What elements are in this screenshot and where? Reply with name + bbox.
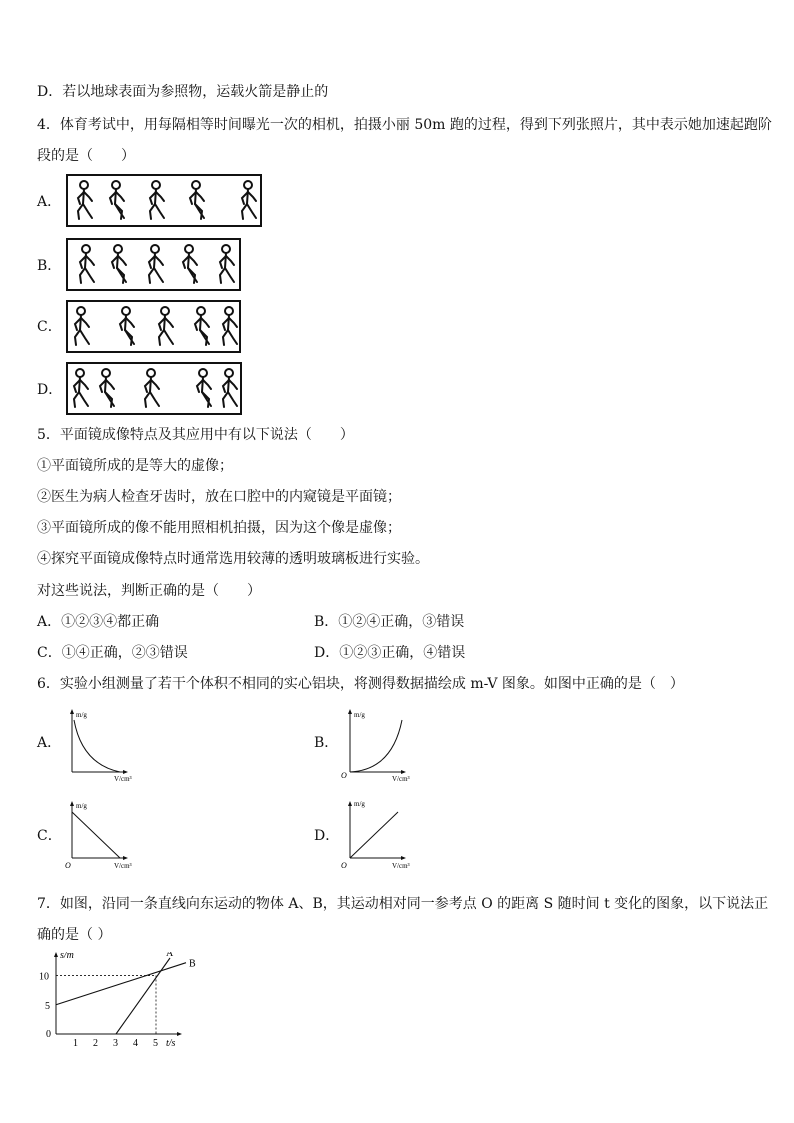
runner-figure [159, 307, 173, 345]
q4-photo-a [66, 174, 262, 227]
q5-option-b: B．①②④正确，③错误 [314, 614, 465, 630]
origin-label: O [341, 861, 347, 870]
runner-figure [220, 245, 234, 283]
runner-figure [190, 181, 204, 219]
m-axis-label: m/g [354, 800, 365, 808]
runner-figure [110, 181, 124, 219]
q6-option-b-label: B． [314, 735, 339, 751]
series-b-line [56, 963, 186, 1005]
y-tick-label: 10 [39, 971, 49, 983]
series-a-label: A [166, 952, 174, 959]
runner-figure [78, 181, 92, 219]
q6-graph-a [62, 706, 152, 786]
runner-figure [100, 369, 114, 407]
x-axis-arrow [177, 1032, 182, 1036]
x-tick-label: 4 [133, 1038, 138, 1049]
runner-figure [242, 181, 256, 219]
q4-option-d-label: D． [37, 382, 63, 398]
x-tick-label: 3 [113, 1038, 118, 1049]
q5-statement-1: ①平面镜所成的是等大的虚像； [37, 458, 233, 474]
x-axis-label: t/s [166, 1038, 176, 1049]
q7-stem-line2: 确的是（ ） [37, 927, 112, 943]
runner-figure [223, 307, 237, 345]
q6-stem: 6．实验小组测量了若干个体积不相同的实心铝块，将测得数据描绘成 m-V 图象。如图中正确的是（ ） [37, 676, 684, 692]
y-axis-arrow [54, 952, 58, 957]
q5-statement-3: ③平面镜所成的像不能用照相机拍摄，因为这个像是虚像； [37, 520, 401, 536]
q7-st-chart [36, 952, 196, 1056]
m-axis-label: m/g [76, 802, 87, 810]
origin-label: 0 [46, 1029, 51, 1040]
runner-figures [68, 240, 239, 289]
y-tick-label: 5 [45, 1000, 50, 1012]
q4-photo-b [66, 238, 241, 291]
runner-figure [112, 245, 126, 283]
v-axis-label: V/cm³ [114, 775, 132, 782]
q6-option-c-label: C． [37, 828, 62, 844]
q5-statement-2: ②医生为病人检查牙齿时，放在口腔中的内窥镜是平面镜； [37, 489, 401, 505]
st-graph [36, 952, 196, 1052]
m-axis-label: m/g [76, 711, 87, 719]
runner-figure [223, 369, 237, 407]
runner-figure [75, 307, 89, 345]
origin-label: O [341, 771, 347, 780]
q6-option-a-label: A． [37, 735, 62, 751]
q5-statement-4: ④探究平面镜成像特点时通常选用较薄的透明玻璃板进行实验。 [37, 551, 429, 567]
q4-stem-line1: 4．体育考试中，用每隔相等时间曝光一次的相机，拍摄小丽 50m 跑的过程，得到下列张照片，其中表示她加速起跑阶 [37, 117, 772, 133]
q5-option-d: D．①②③正确，④错误 [314, 645, 466, 661]
q6-graph-c [62, 798, 152, 878]
origin-label: O [65, 861, 71, 870]
series-b-label: B [189, 958, 196, 970]
q3-option-d: D．若以地球表面为参照物，运载火箭是静止的 [37, 84, 329, 100]
v-axis-label: V/cm³ [392, 862, 410, 870]
runner-figure [80, 245, 94, 283]
q5-option-a: A．①②③④都正确 [37, 614, 160, 630]
runner-figure [149, 245, 163, 283]
m-axis-label: m/g [354, 711, 365, 719]
x-tick-label: 5 [153, 1038, 158, 1049]
q5-option-c: C．①④正确，②③错误 [37, 645, 188, 661]
x-tick-label: 2 [93, 1038, 98, 1049]
q6-option-d-label: D． [314, 828, 340, 844]
q4-stem-line2: 段的是（ ） [37, 148, 135, 164]
q4-photo-d [66, 362, 242, 415]
runner-figure [183, 245, 197, 283]
q7-stem-line1: 7．如图，沿同一条直线向东运动的物体 A、B，其运动相对同一参考点 O 的距离 S 随时间 t 变化的图象，以下说法正 [37, 896, 769, 912]
q4-photo-c [66, 300, 241, 353]
y-axis-label: s/m [60, 952, 74, 961]
q4-option-b-label: B． [37, 258, 62, 274]
series-a-line [116, 958, 170, 1034]
q5-question: 对这些说法，判断正确的是（ ） [37, 583, 261, 599]
v-axis-label: V/cm³ [114, 862, 132, 870]
v-axis-label: V/cm³ [392, 775, 410, 782]
runner-figure [197, 369, 211, 407]
q5-stem: 5．平面镜成像特点及其应用中有以下说法（ ） [37, 427, 354, 443]
runner-figures [68, 302, 239, 351]
runner-figures [68, 176, 260, 225]
runner-figure [195, 307, 209, 345]
q6-graph-d [340, 798, 430, 878]
runner-figure [145, 369, 159, 407]
runner-figure [120, 307, 134, 345]
q4-option-a-label: A． [37, 194, 62, 210]
runner-figures [68, 364, 240, 413]
runner-figure [150, 181, 164, 219]
runner-figure [74, 369, 88, 407]
q6-graph-b [340, 706, 430, 786]
x-tick-label: 1 [73, 1038, 78, 1049]
q4-option-c-label: C． [37, 319, 62, 335]
